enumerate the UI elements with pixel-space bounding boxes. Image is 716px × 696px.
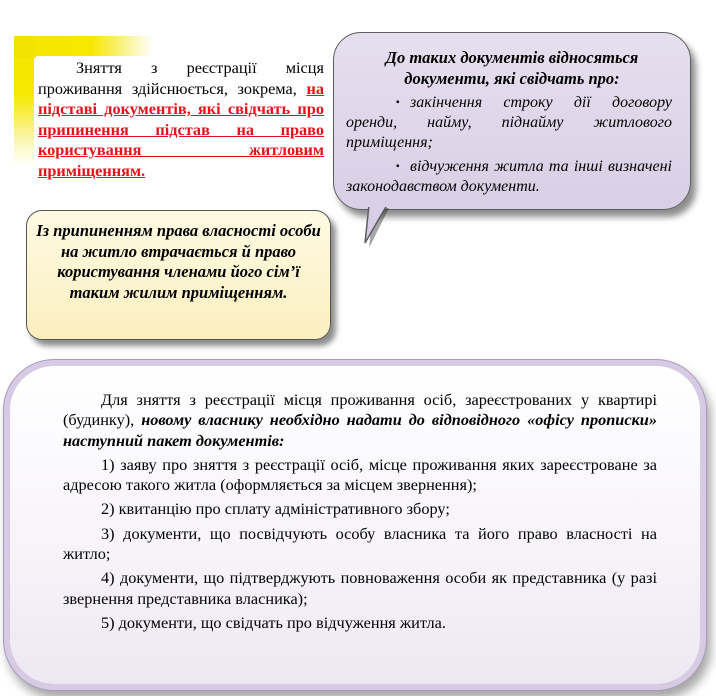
square-bullet-icon: ▪ (396, 161, 400, 172)
documents-content (63, 390, 657, 633)
documents-intro (63, 390, 657, 451)
documents-panel (10, 366, 700, 684)
intro-emphasis: новому власнику необхідно надати до відповідного «офісу прописки» наступний пакет документів: (63, 410, 658, 450)
square-bullet-icon: ▪ (396, 97, 400, 108)
document-item: 5) документи, що свідчать про відчуження житла. (101, 612, 446, 632)
bubble-title: До таких документів відносяться документи, які свідчать про: (385, 48, 639, 88)
note-text (38, 58, 324, 181)
document-item: 1) заяву про зняття з реєстрації осіб, місце проживання яких зареєстроване за адресою такого житла (оформляється за місцем звернення); (63, 454, 657, 495)
callout-text: Із припиненням права власності особи на житло втрачається й право користування членами його сім’ї таким жилим приміщенням. (36, 221, 321, 302)
speech-bubble (333, 32, 691, 210)
intro-plain: Для зняття з реєстрації місця проживання осіб, зареєстрованих у квартирі (будинку), (63, 390, 657, 430)
document-item: 2) квитанцію про сплату адміністративного збору; (101, 499, 450, 519)
bubble-item: ▪ відчуження житла та інші визначені законодавством документи. (346, 158, 672, 195)
speech-bubble-tail (363, 205, 399, 247)
note-block (14, 36, 324, 206)
note-text-highlight: на підставі документів, які свідчать про припинення підстав на право користування житловим приміщенням. (38, 78, 324, 180)
bubble-item: ▪ закінчення строку дії договору оренди, найму, піднайму житлового приміщення; (346, 94, 672, 151)
callout-box (26, 210, 331, 340)
document-item: 4) документи, що підтверджують повноваження особи як представника (у разі звернення представника власника); (63, 568, 657, 608)
note-text-plain: Зняття з реєстрації місця проживання здійснюється, зокрема, (38, 58, 324, 98)
document-item: 3) документи, що посвідчують особу власника та його право власності на житло; (63, 523, 657, 564)
folded-corner-icon (14, 36, 36, 58)
